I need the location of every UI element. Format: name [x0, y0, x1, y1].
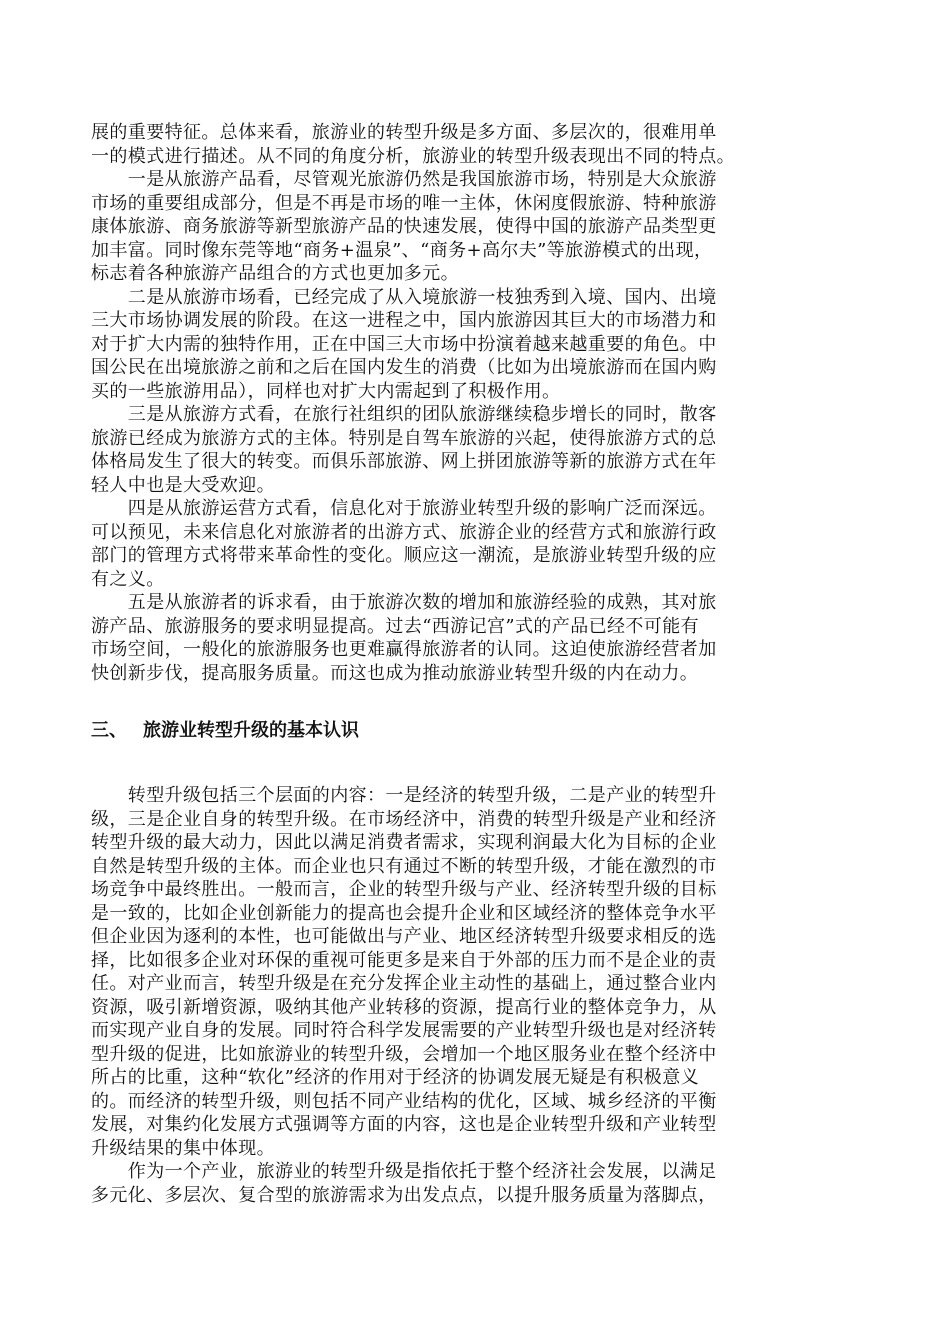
text-line: 市场的重要组成部分，但是不再是市场的唯一主体，休闲度假旅游、特种旅游	[91, 192, 717, 214]
text-line: 市场空间，一般化的旅游服务也更难赢得旅游者的认同。这迫使旅游经营者加	[91, 639, 717, 660]
text-line: 转型升级包括三个层面的内容：一是经济的转型升级，二是产业的转型升	[91, 785, 717, 806]
text-line: 快创新步伐，提高服务质量。而这也成为推动旅游业转型升级的内在动力。	[91, 662, 699, 684]
text-line: 场竞争中最终胜出。一般而言，企业的转型升级与产业、经济转型升级的目标	[91, 879, 717, 900]
text-line: 任。对产业而言，转型升级是在充分发挥企业主动性的基础上，通过整合业内	[91, 973, 717, 994]
text-line: 加丰富。同时像东莞等地“商务+温泉”、“商务+高尔夫”等旅游模式的出现，	[91, 239, 713, 261]
text-line: 部门的管理方式将带来革命性的变化。顺应这一潮流，是旅游业转型升级的应	[91, 545, 717, 566]
paragraph	[91, 121, 863, 168]
text-line: 的。而经济的转型升级，则包括不同产业结构的优化，区域、城乡经济的平衡	[91, 1090, 717, 1112]
text-line: 一的模式进行描述。从不同的角度分析，旅游业的转型升级表现出不同的特点。	[91, 145, 735, 167]
section-heading	[91, 719, 863, 743]
paragraph	[91, 168, 863, 286]
paragraph	[91, 403, 863, 497]
text-line: 四是从旅游运营方式看，信息化对于旅游业转型升级的影响广泛而深远。	[91, 498, 717, 519]
text-line: 五是从旅游者的诉求看，由于旅游次数的增加和旅游经验的成熟，其对旅	[91, 592, 717, 613]
text-line: 对于扩大内需的独特作用，正在中国三大市场中扮演着越来越重要的角色。中	[91, 333, 717, 355]
text-line: 三大市场协调发展的阶段。在这一进程之中，国内旅游因其巨大的市场潜力和	[91, 310, 717, 331]
body-text-before-heading	[91, 121, 863, 685]
text-line: 旅游已经成为旅游方式的主体。特别是自驾车旅游的兴起，使得旅游方式的总	[91, 427, 717, 449]
text-line: 轻人中也是大受欢迎。	[91, 474, 275, 496]
text-line: 自然是转型升级的主体。而企业也只有通过不断的转型升级，才能在激烈的市	[91, 855, 717, 877]
document-page	[91, 121, 863, 1207]
body-text-after-heading	[91, 784, 863, 1207]
text-line: 三是从旅游方式看，在旅行社组织的团队旅游继续稳步增长的同时，散客	[91, 404, 717, 425]
text-line: 展的重要特征。总体来看，旅游业的转型升级是多方面、多层次的，很难用单	[91, 122, 717, 143]
text-line: 康体旅游、商务旅游等新型旅游产品的快速发展，使得中国的旅游产品类型更	[91, 216, 717, 237]
text-line: 国公民在出境旅游之前和之后在国内发生的消费（比如为出境旅游而在国内购	[91, 357, 717, 378]
paragraph	[91, 784, 863, 1160]
paragraph	[91, 286, 863, 404]
text-line: 择，比如很多企业对环保的重视可能更多是来自于外部的压力而不是企业的责	[91, 949, 717, 971]
text-line: 体格局发生了很大的转变。而俱乐部旅游、网上拼团旅游等新的旅游方式在年	[91, 451, 717, 472]
text-line: 所占的比重，这种“软化”经济的作用对于经济的协调发展无疑是有积极意义	[91, 1067, 700, 1088]
text-line: 多元化、多层次、复合型的旅游需求为出发点点，以提升服务质量为落脚点，	[91, 1184, 717, 1206]
text-line: 一是从旅游产品看，尽管观光旅游仍然是我国旅游市场，特别是大众旅游	[91, 169, 717, 190]
text-line: 而实现产业自身的发展。同时符合科学发展需要的产业转型升级也是对经济转	[91, 1020, 717, 1041]
text-line: 资源，吸引新增资源，吸纳其他产业转移的资源，提高行业的整体竞争力，从	[91, 996, 717, 1018]
text-line: 作为一个产业，旅游业的转型升级是指依托于整个经济社会发展，以满足	[91, 1161, 717, 1182]
text-line: 二是从旅游市场看，已经完成了从入境旅游一枝独秀到入境、国内、出境	[91, 286, 717, 308]
text-line: 游产品、旅游服务的要求明显提高。过去“西游记宫”式的产品已经不可能有	[91, 615, 700, 637]
paragraph	[91, 497, 863, 591]
text-line: 买的一些旅游用品），同样也对扩大内需起到了积极作用。	[91, 380, 561, 402]
text-line: 型升级的促进，比如旅游业的转型升级，会增加一个地区服务业在整个经济中	[91, 1043, 717, 1065]
text-line: 可以预见，未来信息化对旅游者的出游方式、旅游企业的经营方式和旅游行政	[91, 521, 717, 543]
text-line: 是一致的，比如企业创新能力的提高也会提升企业和区域经济的整体竞争水平	[91, 902, 717, 924]
paragraph	[91, 591, 863, 685]
text-line: 有之义。	[91, 568, 165, 590]
text-line: 发展，对集约化发展方式强调等方面的内容，这也是企业转型升级和产业转型	[91, 1114, 717, 1135]
section-number: 三、	[91, 720, 127, 741]
section-title: 旅游业转型升级的基本认识	[143, 720, 359, 741]
text-line: 升级结果的集中体现。	[91, 1137, 275, 1159]
text-line: 标志着各种旅游产品组合的方式也更加多元。	[91, 263, 459, 284]
text-line: 级，三是企业自身的转型升级。在市场经济中，消费的转型升级是产业和经济	[91, 808, 717, 830]
text-line: 转型升级的最大动力，因此以满足消费者需求，实现利润最大化为目标的企业	[91, 832, 717, 853]
paragraph	[91, 1160, 863, 1207]
text-line: 但企业因为逐利的本性，也可能做出与产业、地区经济转型升级要求相反的选	[91, 926, 717, 947]
